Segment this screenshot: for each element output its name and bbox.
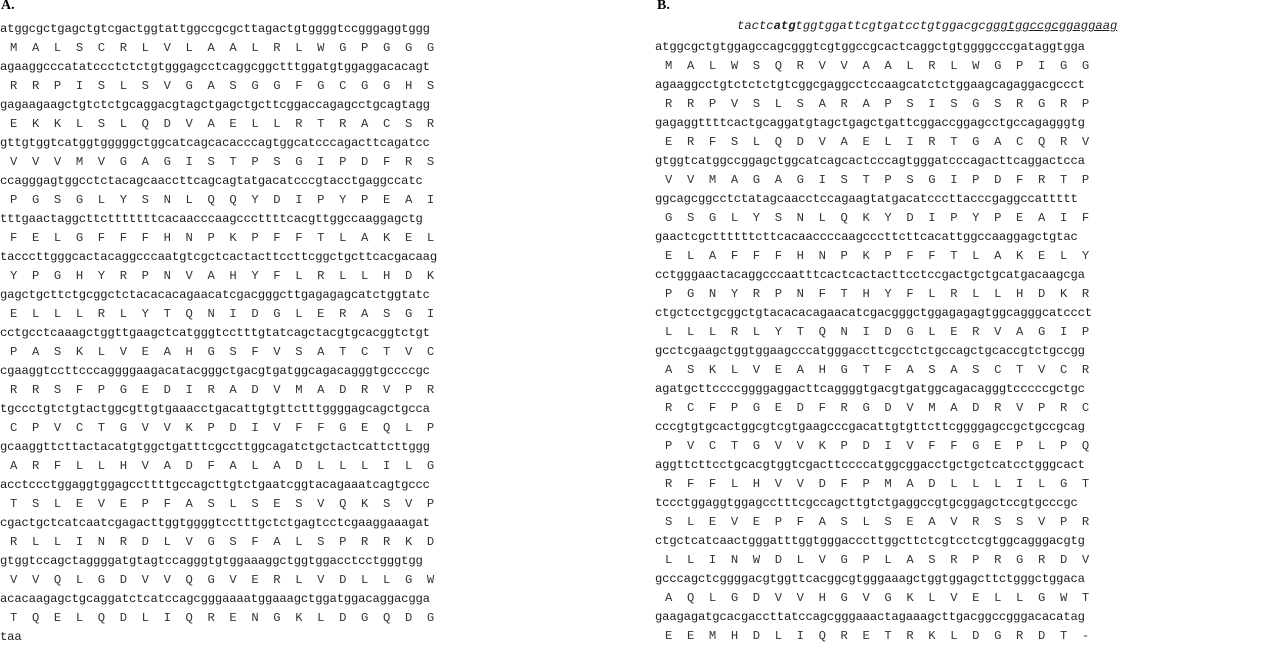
dna-sequence-line: gcccagctcggggacgtggttcacggcgtgggaaagctggtggagcttctgggctggaca <box>655 572 1085 586</box>
amino-acid-line: Y P G H Y R P N V A H Y F L R L L H D K <box>10 269 435 283</box>
dna-sequence-line: agaaggcctgtctctctgtcggcgaggcctccaagcatctctggaagcagaggacgccct <box>655 78 1085 92</box>
dna-sequence-line: gaactcgcttttttcttcacaaccccaagcccttcttcacattggccaaggagctgtac <box>655 230 1078 244</box>
dna-sequence-line: agaaggcccatatccctctctgtgggagcctcaggcggctttggatgtggaggacacagt <box>0 60 430 74</box>
amino-acid-line: R R S F P G E D I R A D V M A D R V P R <box>10 383 435 397</box>
dna-sequence-line: gagaagaagctgtctctgcaggacgtagctgagctgcttcggaccagagcctgcagtagg <box>0 98 430 112</box>
dna-sequence-line: cctgggaactacaggcccaatttcactcactacttcctccgactgctgcatgacaagcga <box>655 268 1085 282</box>
amino-acid-line: E L L L R L Y T Q N I D G L E R A S G I <box>10 307 435 321</box>
dna-sequence-line: gagctgcttctgcggctctacacacagaacatcgacgggcttgagagagcatctggtatc <box>0 288 430 302</box>
amino-acid-line: P G N Y R P N F T H Y F L R L L H D K R <box>665 287 1090 301</box>
dna-sequence-line: tccctggaggtggagcctttcgccagcttgtctgaggccgtgcggagctccgtgcccgc <box>655 496 1078 510</box>
dna-sequence-line: cgactgctcatcaatcgagacttggtggggtcctttgctctgagtcctcgaaggaaagat <box>0 516 430 530</box>
amino-acid-line: A S K L V E A H G T F A S A S C T V C R <box>665 363 1090 377</box>
dna-sequence-line: acacaagagctgcaggatctcatccagcgggaaaatggaaagctggatggacaggacgga <box>0 592 430 606</box>
amino-acid-line: F E L G F F F H N P K P F F T L A K E L <box>10 231 435 245</box>
dna-sequence-line: gttgtggtcatggtgggggctggcatcagcacacccagtggcatcccagacttcagatcc <box>0 136 430 150</box>
amino-acid-line: T Q E L Q D L I Q R E N G K L D G Q D G <box>10 611 435 625</box>
amino-acid-line: P A S K L V E A H G S F V S A T C T V C <box>10 345 435 359</box>
amino-acid-line: A R F L L H V A D F A L A D L L L I L G <box>10 459 435 473</box>
dna-sequence-line: ccagggagtggcctctacagcaaccttcagcagtatgacatcccgtacctgaggccatc <box>0 174 423 188</box>
dna-sequence-line: cctgcctcaaagctggttgaagctcatgggtcctttgtatcagctacgtgcacggtctgt <box>0 326 430 340</box>
dna-sequence-line: tacccttgggcactacaggcccaatgtcgctcactacttccttcggctgcttcacgacaag <box>0 250 437 264</box>
dna-sequence-line: gagaggttttcactgcaggatgtagctgagctgattcggaccggagcctgccagagggtg <box>655 116 1085 130</box>
panel-b-leader-sequence <box>737 17 1117 36</box>
leader-middle: tggtggattcgtgatcctgtggacgc <box>795 19 986 33</box>
amino-acid-line: S L E V E P F A S L S E A V R S S V P R <box>665 515 1090 529</box>
dna-sequence-line: gtggtccagctaggggatgtagtccagggtgtggaaaggctggtggacctcctgggtgg <box>0 554 423 568</box>
leader-prefix: tactc <box>737 19 774 33</box>
amino-acid-line: L L I N W D L V G P L A S R P R G R D V <box>665 553 1090 567</box>
amino-acid-line: E K K L S L Q D V A E L L R T R A C S R <box>10 117 435 131</box>
amino-acid-line: M A L W S Q R V V A A L R L W G P I G G <box>665 59 1090 73</box>
amino-acid-line: E R F S L Q D V A E L I R T G A C Q R V <box>665 135 1090 149</box>
amino-acid-line: V V M A G A G I S T P S G I P D F R T P <box>665 173 1090 187</box>
amino-acid-line: V V V M V G A G I S T P S G I P D F R S <box>10 155 435 169</box>
amino-acid-line: R C F P G E D F R G D V M A D R V P R C <box>665 401 1090 415</box>
dna-sequence-line: cgaaggtccttcccaggggaagacatacgggctgacgtgatggcagacagggtgccccgc <box>0 364 430 378</box>
panel-a-sequence <box>0 20 437 647</box>
amino-acid-line: G S G L Y S N L Q K Y D I P Y P E A I F <box>665 211 1090 225</box>
amino-acid-line: A Q L G D V V H G V G K L V E L L G W T <box>665 591 1090 605</box>
dna-sequence-line: taa <box>0 630 22 644</box>
dna-sequence-line: ggcagcggcctctatagcaacctccagaagtatgacatcccttacccgaggccattttt <box>655 192 1078 206</box>
panel-b-sequence <box>655 38 1092 646</box>
panel-a-label: A. <box>1 0 15 13</box>
dna-sequence-line: gcaaggttcttactacatgtggctgatttcgccttggcagatctgctactcattcttggg <box>0 440 430 454</box>
dna-sequence-line: gtggtcatggccggagctggcatcagcactcccagtgggatcccagacttcaggactcca <box>655 154 1085 168</box>
dna-sequence-line: atggcgctgagctgtcgactggtattggccgcgcttagactgtggggtccgggaggtggg <box>0 22 430 36</box>
dna-sequence-line: gcctcgaagctggtggaagcccatgggaccttcgcctctgccagctgcaccgtctgccgg <box>655 344 1085 358</box>
amino-acid-line: C P V C T G V V K P D I V F F G E Q L P <box>10 421 435 435</box>
panel-b-label: B. <box>657 0 670 13</box>
amino-acid-line: L L L R L Y T Q N I D G L E R V A G I P <box>665 325 1090 339</box>
amino-acid-line: P V C T G V V K P D I V F F G E P L P Q <box>665 439 1090 453</box>
dna-sequence-line: cccgtgtgcactggcgtcgtgaagcccgacattgtgttcttcggggagccgctgccgcag <box>655 420 1085 434</box>
amino-acid-line: R F F L H V V D F P M A D L L L I L G T <box>665 477 1090 491</box>
amino-acid-line: R R P V S L S A R A P S I S G S R G R P <box>665 97 1090 111</box>
amino-acid-line: T S L E V E P F A S L S E S V Q K S V P <box>10 497 435 511</box>
amino-acid-line: M A L S C R L V L A A L R L W G P G G G <box>10 41 435 55</box>
dna-sequence-line: atggcgctgtggagccagcgggtcgtggccgcactcaggctgtggggcccgataggtgga <box>655 40 1085 54</box>
dna-sequence-line: aggttcttcctgcacgtggtcgacttccccatggcggacctgctgctcatcctgggcact <box>655 458 1085 472</box>
dna-sequence-line: agatgcttccccggggaggacttcaggggtgacgtgatggcagacagggtcccccgctgc <box>655 382 1085 396</box>
amino-acid-line: V V Q L G D V V Q G V E R L V D L L G W <box>10 573 435 587</box>
amino-acid-line: R R P I S L S V G A S G G F G C G G H S <box>10 79 435 93</box>
dna-sequence-line: tgccctgtctgtactggcgttgtgaaacctgacattgtgttctttggggagcagctgcca <box>0 402 430 416</box>
dna-sequence-line: acctccctggaggtggagccttttgccagcttgtctgaatcggtacagaaatcagtgccc <box>0 478 430 492</box>
dna-sequence-line: ctgctcctgcggctgtacacacagaacatcgacgggctggagagagtggcagggcatccct <box>655 306 1092 320</box>
leader-underlined: gggtggccgcggaggaag <box>985 19 1118 33</box>
amino-acid-line: E E M H D L I Q R E T R K L D G R D T - <box>665 629 1090 643</box>
amino-acid-line: R L L I N R D L V G S F A L S P R R K D <box>10 535 435 549</box>
dna-sequence-line: ctgctcatcaactgggatttggtgggacccttggcttctcgtcctcgtggcagggacgtg <box>655 534 1085 548</box>
dna-sequence-line: gaagagatgcacgaccttatccagcgggaaactagaaagcttgacggccgggacacatag <box>655 610 1085 624</box>
amino-acid-line: P G S G L Y S N L Q Q Y D I P Y P E A I <box>10 193 435 207</box>
leader-start-codon: atg <box>773 19 796 33</box>
dna-sequence-line: tttgaactaggcttctttttttcacaacccaagcccttttcacgttggccaaggagctg <box>0 212 423 226</box>
amino-acid-line: E L A F F F H N P K P F F T L A K E L Y <box>665 249 1090 263</box>
